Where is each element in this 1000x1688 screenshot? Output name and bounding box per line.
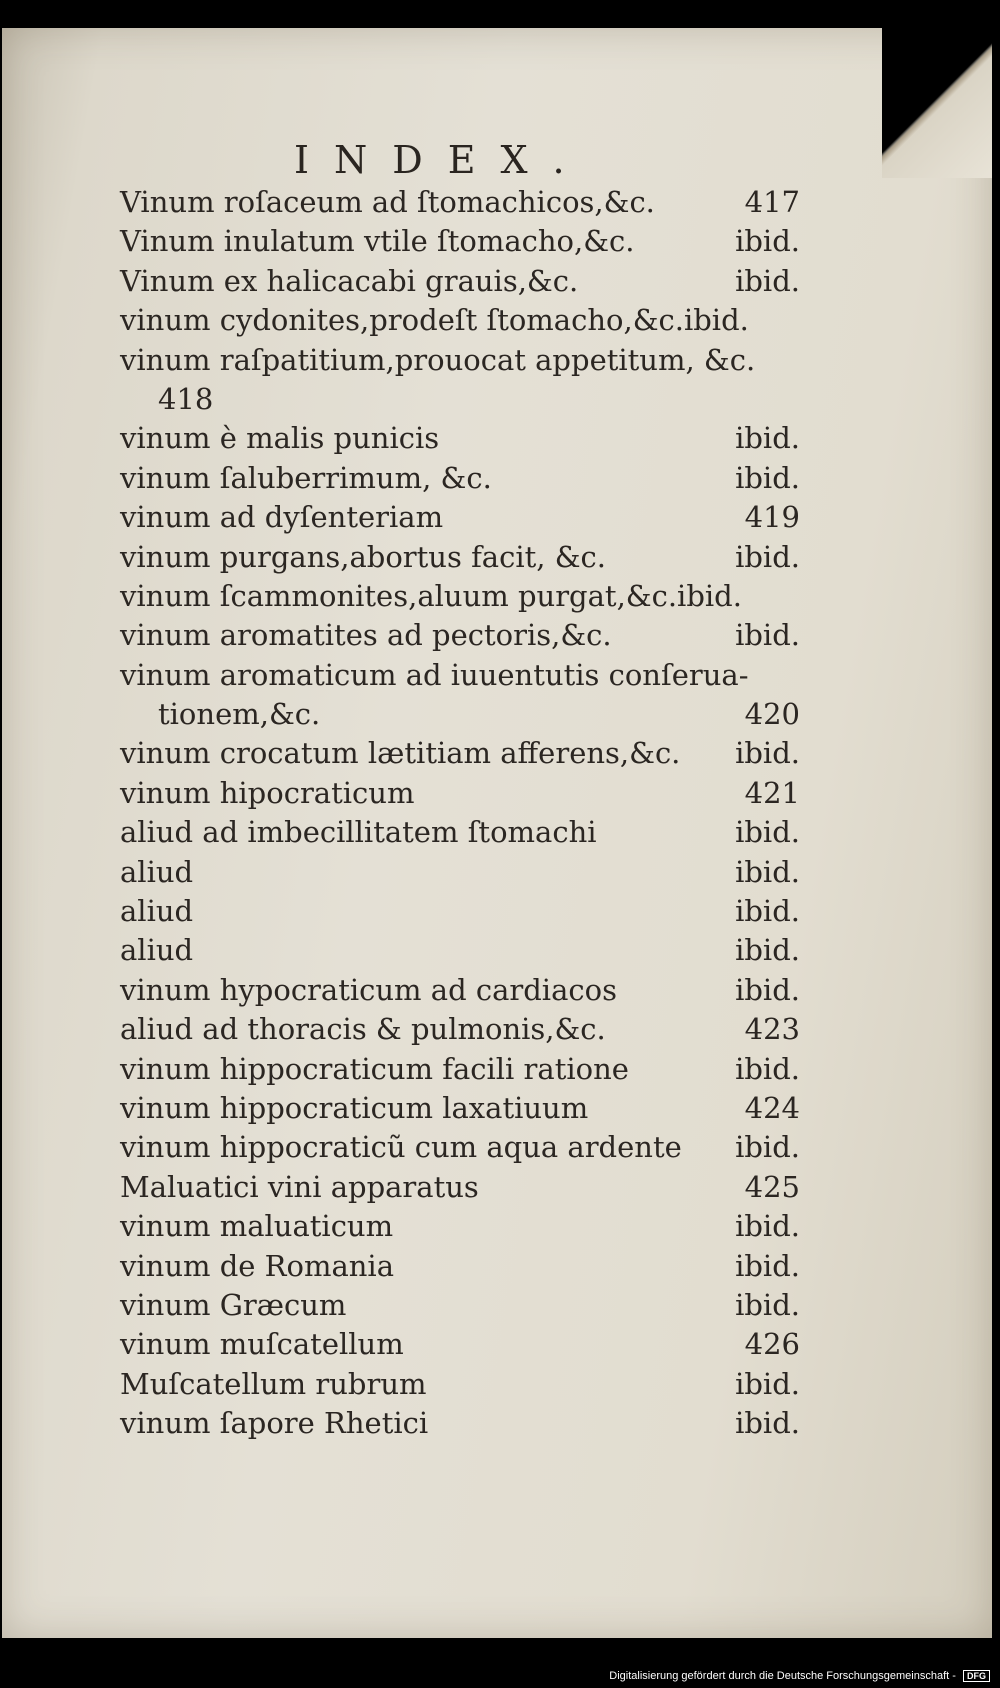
entry-page-ref: ibid. <box>735 1209 800 1244</box>
index-entry <box>120 1089 800 1128</box>
entry-text: 418 <box>158 381 214 416</box>
entry-text: Vinum inulatum vtile ſtomacho,&c. <box>120 224 635 259</box>
index-entry <box>120 1010 800 1049</box>
entry-text: vinum aromaticum ad iuuentutis conſerua- <box>120 657 749 692</box>
entry-text: tionem,&c. <box>158 697 321 732</box>
entry-text: vinum è malis punicis <box>120 421 440 456</box>
index-list <box>120 183 800 1444</box>
entry-text: aliud ad imbecillitatem ſtomachi <box>120 815 597 850</box>
fold-crease <box>882 28 992 178</box>
index-entry <box>120 1128 800 1167</box>
entry-text: vinum muſcatellum <box>120 1327 404 1362</box>
index-entry <box>120 1365 800 1404</box>
index-entry <box>120 853 800 892</box>
entry-text: Vinum ex halicacabi grauis,&c. <box>120 263 579 298</box>
index-entry <box>120 1207 800 1246</box>
entry-text: vinum purgans,abortus facit, &c. <box>120 539 606 574</box>
entry-text: vinum aromatites ad pectoris,&c. <box>120 618 612 653</box>
index-entry <box>120 1050 800 1089</box>
entry-page-ref: ibid. <box>735 263 800 298</box>
entry-page-ref: ibid. <box>735 972 800 1007</box>
entry-page-ref: ibid. <box>735 1248 800 1283</box>
entry-text: vinum de Romania <box>120 1248 394 1283</box>
index-entry <box>120 616 800 655</box>
index-entry <box>120 931 800 970</box>
index-entry <box>120 1404 800 1443</box>
entry-page-ref: ibid. <box>735 1051 800 1086</box>
entry-page-ref: 420 <box>744 697 800 732</box>
entry-page-ref: 423 <box>744 1012 800 1047</box>
entry-page-ref: 425 <box>744 1169 800 1204</box>
index-entry <box>120 183 800 222</box>
entry-page-ref: ibid. <box>735 815 800 850</box>
index-entry <box>120 1286 800 1325</box>
entry-page-ref: ibid. <box>735 854 800 889</box>
entry-page-ref: ibid. <box>735 736 800 771</box>
entry-page-ref: ibid. <box>735 224 800 259</box>
entry-page-ref: ibid. <box>735 1366 800 1401</box>
entry-text: vinum ſaluberrimum, &c. <box>120 460 492 495</box>
index-entry <box>120 1325 800 1364</box>
index-entry <box>120 301 800 340</box>
digitization-credit <box>609 1670 990 1682</box>
entry-text: aliud <box>120 933 194 968</box>
entry-text: vinum hypocraticum ad cardiacos <box>120 972 617 1007</box>
entry-text: vinum maluaticum <box>120 1209 394 1244</box>
entry-text: Vinum roſaceum ad ſtomachicos,&c. <box>120 185 655 219</box>
entry-page-ref: 421 <box>744 775 800 810</box>
index-entry <box>120 577 800 616</box>
index-entry <box>120 1247 800 1286</box>
index-entry <box>120 695 800 734</box>
index-entry <box>120 734 800 773</box>
entry-page-ref: 426 <box>744 1327 800 1362</box>
index-entry <box>120 813 800 852</box>
index-entry <box>120 498 800 537</box>
index-entry <box>120 656 800 695</box>
entry-text: vinum crocatum lætitiam afferens,&c. <box>120 736 681 771</box>
index-entry <box>120 538 800 577</box>
index-entry <box>120 222 800 261</box>
entry-page-ref: ibid. <box>735 1287 800 1322</box>
index-entry <box>120 419 800 458</box>
entry-page-ref: ibid. <box>735 1406 800 1441</box>
index-entry <box>120 459 800 498</box>
index-entry <box>120 341 800 380</box>
entry-text: aliud ad thoracis & pulmonis,&c. <box>120 1012 606 1047</box>
entry-text: Maluatici vini apparatus <box>120 1169 479 1204</box>
entry-page-ref: 417 <box>744 185 800 219</box>
entry-page-ref: ibid. <box>735 933 800 968</box>
entry-text: Muſcatellum rubrum <box>120 1366 427 1401</box>
entry-page-ref: 424 <box>744 1090 800 1125</box>
entry-page-ref: 419 <box>744 500 800 535</box>
index-entry <box>120 380 800 419</box>
entry-text: vinum raſpatitium,prouocat appetitum, &c. <box>120 342 756 377</box>
entry-page-ref: ibid. <box>735 539 800 574</box>
entry-page-ref: ibid. <box>735 460 800 495</box>
index-entry <box>120 892 800 931</box>
entry-text: aliud <box>120 854 194 889</box>
entry-text: vinum hippocraticum facili ratione <box>120 1051 629 1086</box>
entry-text: vinum ſcammonites,aluum purgat,&c.ibid. <box>120 578 742 613</box>
entry-text: vinum hippocraticũ cum aqua ardente <box>120 1130 682 1165</box>
index-entry <box>120 971 800 1010</box>
book-page <box>2 28 992 1638</box>
entry-text: vinum ad dyſenteriam <box>120 500 444 535</box>
entry-text: vinum ſapore Rhetici <box>120 1406 429 1441</box>
entry-text: vinum hipocraticum <box>120 775 415 810</box>
entry-text: vinum cydonites,prodeſt ſtomacho,&c.ibid. <box>120 303 749 338</box>
index-entry <box>120 1168 800 1207</box>
entry-text: aliud <box>120 894 194 929</box>
entry-text: vinum Græcum <box>120 1287 347 1322</box>
entry-page-ref: ibid. <box>735 421 800 456</box>
entry-page-ref: ibid. <box>735 894 800 929</box>
entry-page-ref: ibid. <box>735 618 800 653</box>
page-title: INDEX. <box>294 138 590 182</box>
credit-text: Digitalisierung gefördert durch die Deutsche Forschungsgemeinschaft - <box>609 1670 956 1682</box>
entry-page-ref: ibid. <box>735 1130 800 1165</box>
dfg-logo: DFG <box>963 1670 990 1682</box>
entry-text: vinum hippocraticum laxatiuum <box>120 1090 589 1125</box>
index-entry <box>120 262 800 301</box>
index-entry <box>120 774 800 813</box>
